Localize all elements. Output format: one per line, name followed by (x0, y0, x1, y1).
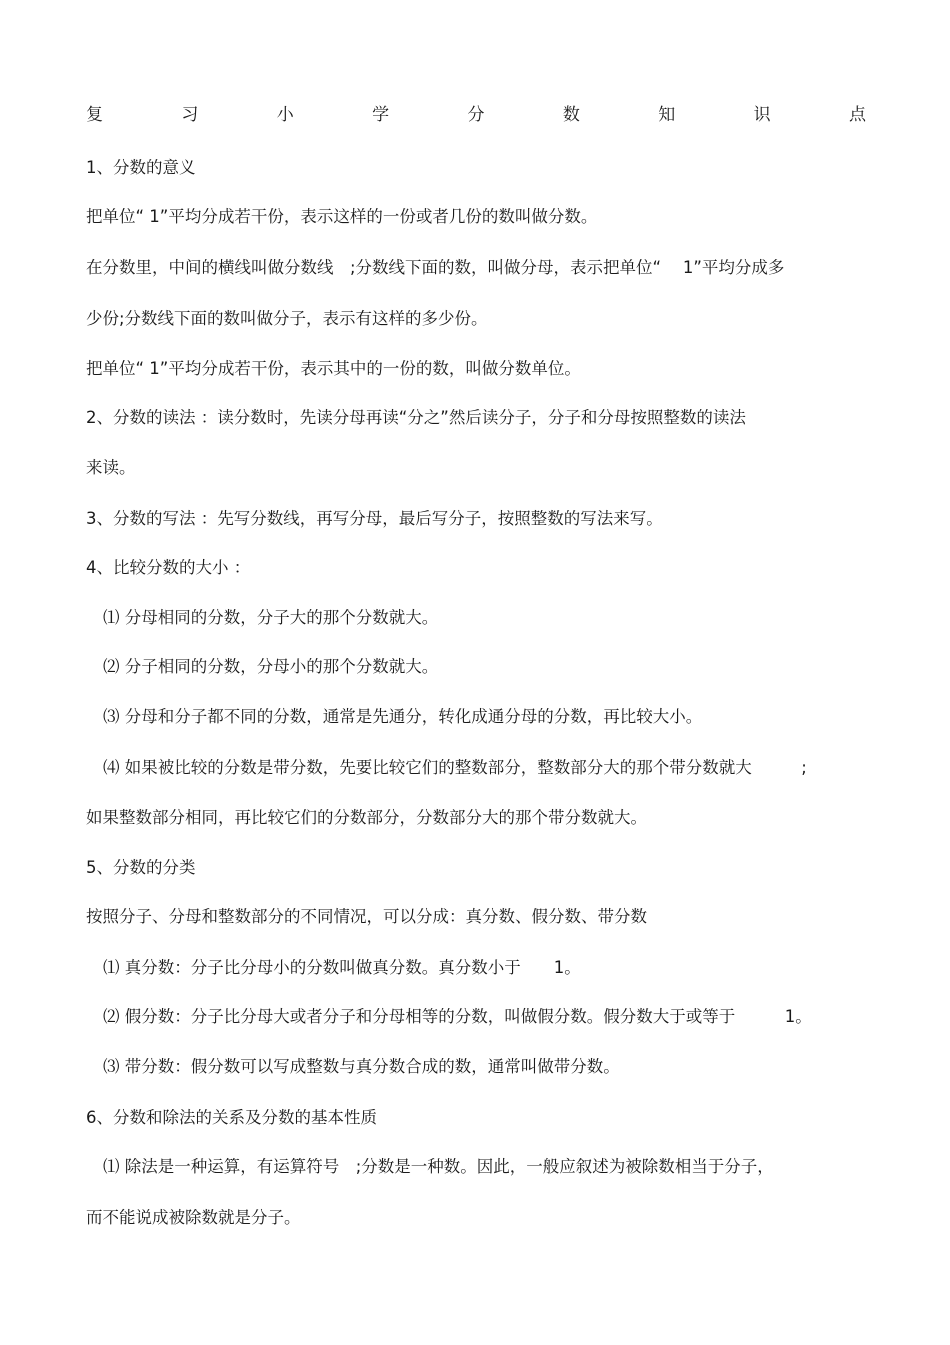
paragraph: 按照分子、分母和整数部分的不同情况，可以分成：真分数、假分数、带分数 (86, 907, 647, 926)
section-heading-reading: 2、分数的读法 ：读分数时，先读分母再读“分之”然后读分子，分子和分母按照整数的读法 (86, 408, 746, 427)
section-heading-meaning: 1、分数的意义 (86, 158, 196, 177)
page-title (86, 104, 866, 126)
title-char: 复 (86, 105, 103, 125)
title-char: 分 (467, 105, 485, 125)
title-char: 数 (562, 105, 580, 125)
list-item: ⑴ 真分数：分子比分母小的分数叫做真分数。真分数小于 1。 (103, 958, 581, 977)
title-char: 识 (753, 105, 771, 125)
list-item: ⑵ 分子相同的分数，分母小的那个分数就大。 (103, 657, 439, 676)
section-heading-comparing: 4、比较分数的大小 ： (86, 558, 251, 577)
section-heading-division: 6、分数和除法的关系及分数的基本性质 (86, 1108, 377, 1127)
list-item: ⑴ 分母相同的分数，分子大的那个分数就大。 (103, 608, 439, 627)
title-char: 小 (276, 105, 294, 125)
title-char: 知 (658, 105, 676, 125)
list-item: ⑴ 除法是一种运算，有运算符号 ;分数是一种数。因此，一般应叙述为被除数相当于分子， (103, 1157, 774, 1176)
section-heading-writing: 3、分数的写法 ：先写分数线，再写分母，最后写分子，按照整数的写法来写。 (86, 509, 663, 528)
section-heading-classification: 5、分数的分类 (86, 858, 196, 877)
title-char: 点 (849, 105, 866, 125)
paragraph: 如果整数部分相同，再比较它们的分数部分，分数部分大的那个带分数就大。 (86, 808, 647, 827)
paragraph: 把单位“ 1”平均分成若干份，表示其中的一份的数，叫做分数单位。 (86, 359, 581, 378)
title-char: 习 (181, 105, 199, 125)
list-item: ⑷ 如果被比较的分数是带分数，先要比较它们的整数部分，整数部分大的那个带分数就大 ; (103, 758, 807, 777)
title-char: 学 (372, 105, 390, 125)
paragraph: 而不能说成被除数就是分子。 (86, 1208, 301, 1227)
paragraph: 在分数里，中间的横线叫做分数线 ;分数线下面的数，叫做分母，表示把单位“ 1”平均分成多 (86, 258, 785, 277)
list-item: ⑶ 带分数：假分数可以写成整数与真分数合成的数，通常叫做带分数。 (103, 1057, 620, 1076)
paragraph: 把单位“ 1”平均分成若干份，表示这样的一份或者几份的数叫做分数。 (86, 207, 598, 226)
paragraph: 来读。 (86, 458, 136, 477)
paragraph: 少份;分数线下面的数叫做分子，表示有这样的多少份。 (86, 309, 488, 328)
list-item: ⑵ 假分数：分子比分母大或者分子和分母相等的分数，叫做假分数。假分数大于或等于 1。 (103, 1007, 812, 1026)
list-item: ⑶ 分母和分子都不同的分数，通常是先通分，转化成通分母的分数，再比较大小。 (103, 707, 703, 726)
